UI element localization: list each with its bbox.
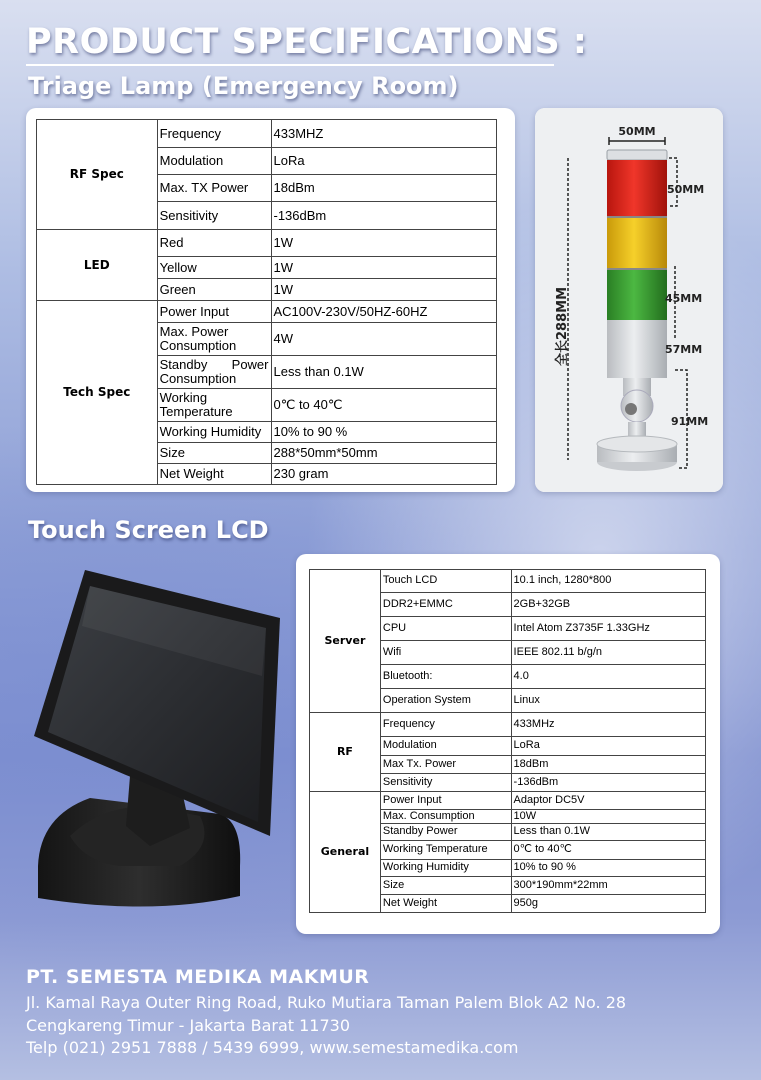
spec-label: Green bbox=[157, 279, 271, 301]
contact-line: Telp (021) 2951 7888 / 5439 6999, www.semestamedika.com bbox=[26, 1038, 519, 1057]
table-row bbox=[37, 301, 497, 323]
spec-value: Adaptor DC5V bbox=[511, 792, 705, 810]
spec-value: 1W bbox=[271, 257, 497, 279]
address-line-2: Cengkareng Timur - Jakarta Barat 11730 bbox=[26, 1016, 351, 1035]
spec-label: Size bbox=[157, 443, 271, 464]
spec-label: Modulation bbox=[380, 737, 511, 756]
spec-label: Bluetooth: bbox=[380, 665, 511, 689]
spec-label: Power Input bbox=[157, 301, 271, 323]
group-label: Server bbox=[310, 570, 381, 713]
spec-label: Max. TX Power bbox=[157, 175, 271, 202]
dim-total-label: 全长288MM bbox=[555, 286, 570, 366]
title-underline bbox=[26, 64, 554, 66]
lamp-section-title: Triage Lamp (Emergency Room) bbox=[28, 72, 459, 100]
spec-label: Red bbox=[157, 230, 271, 257]
lamp-spec-table bbox=[36, 119, 497, 485]
table-row bbox=[310, 792, 706, 810]
spec-label: Operation System bbox=[380, 689, 511, 713]
spec-value: 4W bbox=[271, 323, 497, 356]
spec-value: LoRa bbox=[511, 737, 705, 756]
spec-label: DDR2+EMMC bbox=[380, 593, 511, 617]
spec-value: 950g bbox=[511, 895, 705, 913]
dim-pole-label: 57MM bbox=[665, 343, 703, 356]
spec-value: 10% to 90 % bbox=[271, 422, 497, 443]
spec-value: 0℃ to 40℃ bbox=[511, 841, 705, 860]
spec-value: 433MHz bbox=[511, 713, 705, 737]
triage-lamp-illustration bbox=[535, 108, 723, 492]
spec-label: CPU bbox=[380, 617, 511, 641]
spec-value: 18dBm bbox=[511, 756, 705, 774]
spec-label: Frequency bbox=[380, 713, 511, 737]
spec-value: 433MHZ bbox=[271, 120, 497, 148]
spec-label: Wifi bbox=[380, 641, 511, 665]
spec-value: IEEE 802.11 b/g/n bbox=[511, 641, 705, 665]
spec-value: 288*50mm*50mm bbox=[271, 443, 497, 464]
spec-value: 4.0 bbox=[511, 665, 705, 689]
dim-base-label: 91MM bbox=[671, 415, 709, 428]
spec-value: 300*190mm*22mm bbox=[511, 877, 705, 895]
spec-label: Max Tx. Power bbox=[380, 756, 511, 774]
table-row bbox=[37, 230, 497, 257]
spec-label: Standby Power bbox=[380, 824, 511, 841]
address-line-1: Jl. Kamal Raya Outer Ring Road, Ruko Mutiara Taman Palem Blok A2 No. 28 bbox=[26, 993, 627, 1012]
spec-label: Standby Power Consumption bbox=[157, 356, 271, 389]
lamp-body bbox=[607, 320, 667, 378]
spec-value: 1W bbox=[271, 279, 497, 301]
spec-value: 10% to 90 % bbox=[511, 860, 705, 877]
dim-middle-label: 45MM bbox=[665, 292, 703, 305]
spec-label: Working Temperature bbox=[380, 841, 511, 860]
spec-label: Max. Consumption bbox=[380, 810, 511, 824]
spec-label: Yellow bbox=[157, 257, 271, 279]
spec-value: 230 gram bbox=[271, 464, 497, 485]
lamp-green-segment bbox=[607, 270, 667, 320]
group-label: RF bbox=[310, 713, 381, 792]
lamp-cap bbox=[607, 150, 667, 160]
spec-value: 1W bbox=[271, 230, 497, 257]
spec-label: Frequency bbox=[157, 120, 271, 148]
spec-value: -136dBm bbox=[271, 202, 497, 230]
spec-value: 10.1 inch, 1280*800 bbox=[511, 570, 705, 593]
spec-value: 2GB+32GB bbox=[511, 593, 705, 617]
dim-top-label: 50MM bbox=[618, 125, 656, 138]
spec-value: LoRa bbox=[271, 148, 497, 175]
spec-value: 10W bbox=[511, 810, 705, 824]
group-label: General bbox=[310, 792, 381, 913]
lcd-spec-table bbox=[309, 569, 706, 913]
spec-value: -136dBm bbox=[511, 774, 705, 792]
table-row bbox=[310, 713, 706, 737]
spec-label: Size bbox=[380, 877, 511, 895]
group-label: Tech Spec bbox=[37, 301, 158, 485]
lamp-image-card bbox=[535, 108, 723, 492]
spec-value: 18dBm bbox=[271, 175, 497, 202]
lamp-yellow-segment bbox=[607, 218, 667, 268]
lamp-red-segment bbox=[607, 160, 667, 216]
touch-screen-monitor-illustration bbox=[30, 566, 290, 930]
spec-label: Net Weight bbox=[380, 895, 511, 913]
spec-label: Touch LCD bbox=[380, 570, 511, 593]
lcd-section-title: Touch Screen LCD bbox=[28, 516, 269, 544]
spec-label: Sensitivity bbox=[380, 774, 511, 792]
company-name: PT. SEMESTA MEDIKA MAKMUR bbox=[26, 966, 370, 988]
spec-label: Working Humidity bbox=[380, 860, 511, 877]
spec-label: Power Input bbox=[380, 792, 511, 810]
table-row bbox=[37, 120, 497, 148]
spec-label: Working Temperature bbox=[157, 389, 271, 422]
spec-value: AC100V-230V/50HZ-60HZ bbox=[271, 301, 497, 323]
spec-value: Less than 0.1W bbox=[271, 356, 497, 389]
spec-label: Max. Power Consumption bbox=[157, 323, 271, 356]
page-title: PRODUCT SPECIFICATIONS : bbox=[26, 22, 588, 62]
spec-label: Net Weight bbox=[157, 464, 271, 485]
lamp-joint bbox=[621, 390, 653, 422]
spec-value: Less than 0.1W bbox=[511, 824, 705, 841]
group-label: RF Spec bbox=[37, 120, 158, 230]
spec-value: Intel Atom Z3735F 1.33GHz bbox=[511, 617, 705, 641]
spec-label: Working Humidity bbox=[157, 422, 271, 443]
group-label: LED bbox=[37, 230, 158, 301]
table-row bbox=[310, 570, 706, 593]
spec-label: Modulation bbox=[157, 148, 271, 175]
spec-label: Sensitivity bbox=[157, 202, 271, 230]
spec-value: 0℃ to 40℃ bbox=[271, 389, 497, 422]
spec-value: Linux bbox=[511, 689, 705, 713]
dim-segment-label: 50MM bbox=[667, 183, 705, 196]
